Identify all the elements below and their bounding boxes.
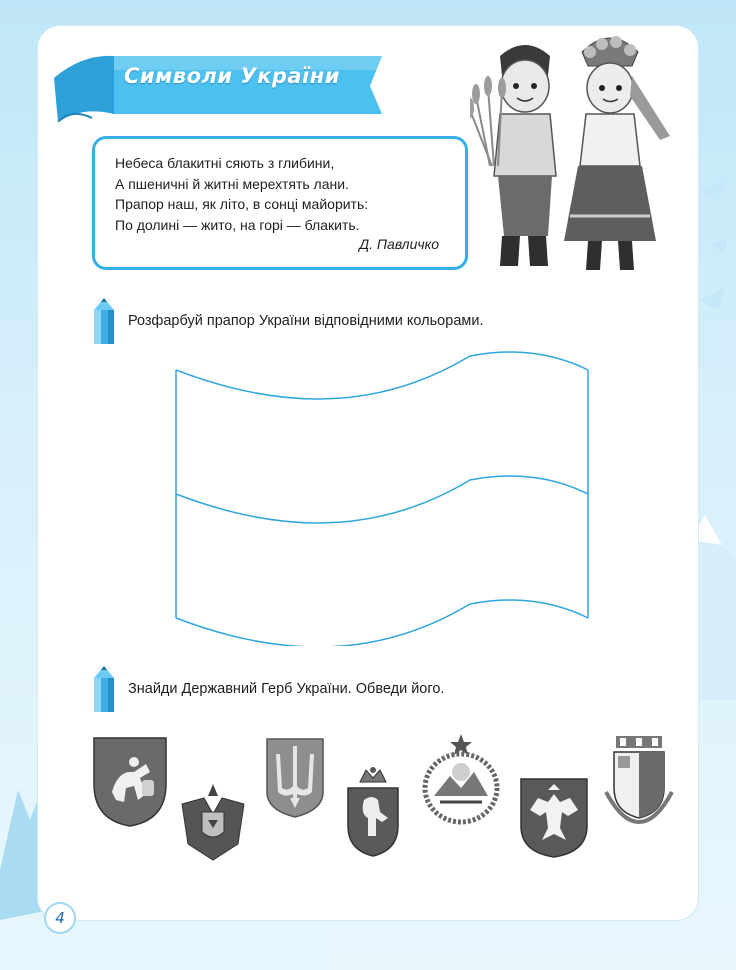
- page-title: Символи України: [124, 64, 340, 88]
- pencil-icon: [88, 296, 122, 346]
- flag-middle-line: [176, 476, 588, 523]
- task-emblem: [88, 664, 444, 714]
- emblem-ukraine[interactable]: [264, 736, 326, 820]
- flag-bottom-edge: [176, 600, 588, 646]
- poem-line: Прапор наш, як літо, в сонці майорить:: [115, 196, 369, 212]
- poem-author: Д. Павличко: [359, 236, 439, 252]
- emblem-lithuania[interactable]: [90, 734, 170, 828]
- flag-top-edge: [176, 352, 588, 399]
- poem-line: А пшеничні й житні мерехтять лани.: [115, 175, 349, 192]
- pencil-icon: [88, 664, 122, 714]
- emblem-moldova[interactable]: [178, 774, 248, 866]
- poem-box: [92, 136, 468, 270]
- task-flag-text: Розфарбуй прапор України відповідними кольорами.: [128, 313, 484, 329]
- emblem-poland[interactable]: [518, 776, 590, 860]
- flag-outline[interactable]: [170, 346, 594, 646]
- task-emblem-text: Знайди Державний Герб України. Обведи його.: [128, 681, 445, 697]
- task-flag: [88, 296, 483, 346]
- emblem-macedonia[interactable]: [420, 732, 502, 826]
- emblem-malta[interactable]: [602, 732, 676, 828]
- emblem-row: [86, 726, 626, 866]
- children-in-folk-costume-illustration: [470, 26, 690, 282]
- emblem-norway[interactable]: [342, 766, 404, 860]
- poem-line: По долині — жито, на горі — блакить.: [115, 216, 360, 233]
- poem-line: Небеса блакитні сяють з глибини,: [115, 155, 335, 171]
- page-number: 4: [46, 904, 74, 932]
